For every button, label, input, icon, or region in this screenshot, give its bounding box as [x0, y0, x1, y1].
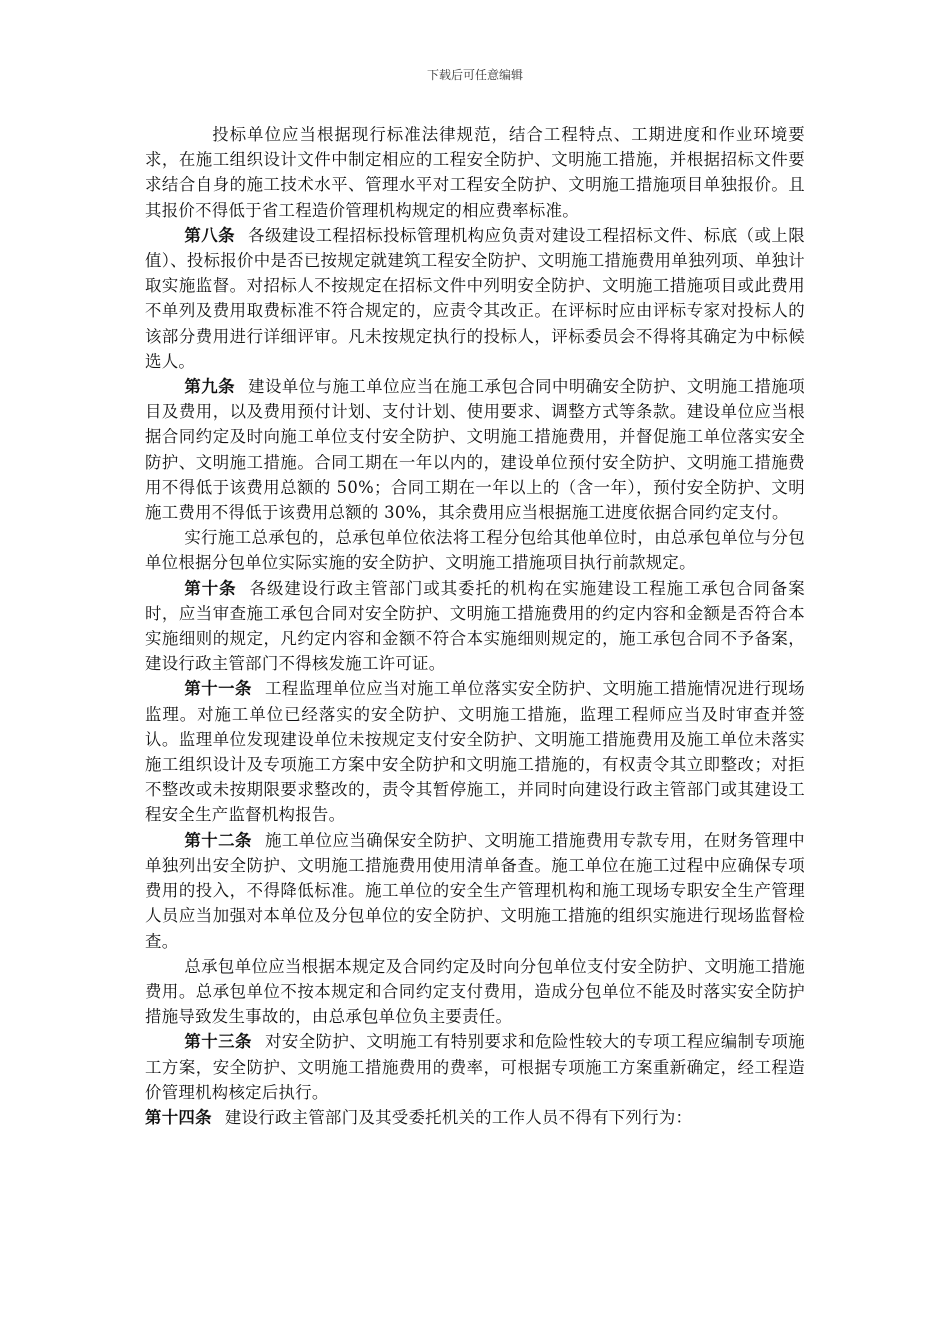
document-body	[145, 122, 805, 1130]
article-number: 第十四条	[145, 1107, 212, 1127]
paragraph-text: 对安全防护、文明施工有特别要求和危险性较大的专项工程应编制专项施工方案，安全防护、文明施工措施费用的费率，可根据专项施工方案重新确定，经工程造价管理机构核定后执行。	[145, 1032, 805, 1102]
article-12	[145, 828, 805, 954]
article-number: 第八条	[184, 225, 236, 245]
paragraph-bid-pricing	[145, 122, 805, 223]
article-13	[145, 1029, 805, 1105]
paragraph-text: 投标单位应当根据现行标准法律规范，结合工程特点、工期进度和作业环境要求，在施工组织设计文件中制定相应的工程安全防护、文明施工措施，并根据招标文件要求结合自身的施工技术水平、管理水平对工程安全防护、文明施工措施项目单独报价。且其报价不得低于省工程造价管理机构规定的相应费率标准。	[145, 125, 805, 220]
paragraph-subcontract-payment	[145, 954, 805, 1030]
paragraph-general-contract	[145, 525, 805, 575]
article-14	[145, 1105, 805, 1130]
article-9	[145, 374, 805, 525]
article-number: 第十条	[184, 578, 237, 598]
paragraph-text: 建设行政主管部门及其受委托机关的工作人员不得有下列行为：	[224, 1107, 693, 1127]
article-number: 第十三条	[184, 1032, 252, 1052]
paragraph-text: 建设单位与施工单位应当在施工承包合同中明确安全防护、文明施工措施项目及费用，以及费用预付计划、支付计划、使用要求、调整方式等条款。建设单位应当根据合同约定及时向施工单位支付安全防护、文明施工措施费用，并督促施工单位落实安全防护、文明施工措施。合同工期在一年以内的，建设单位预付安全防护、文明施工措施费用不得低于该费用总额的 50%；合同工期在一年以上的（含一年），预付安全防护、文明施工费用不得低于该费用总额的 30%，其余费用应当根据施工进度依据合同约定支付。	[145, 377, 805, 523]
paragraph-text: 施工单位应当确保安全防护、文明施工措施费用专款专用，在财务管理中单独列出安全防护、文明施工措施费用使用清单备查。施工单位在施工过程中应确保专项费用的投入，不得降低标准。施工单位的安全生产管理机构和施工现场专职安全生产管理人员应当加强对本单位及分包单位的安全防护、文明施工措施的组织实施进行现场监督检查。	[145, 830, 805, 951]
article-number: 第九条	[184, 377, 236, 397]
paragraph-text: 总承包单位应当根据本规定及合同约定及时向分包单位支付安全防护、文明施工措施费用。总承包单位不按本规定和合同约定支付费用，造成分包单位不能及时落实安全防护措施导致发生事故的，由总承包单位负主要责任。	[145, 956, 805, 1027]
paragraph-text: 实行施工总承包的，总承包单位依法将工程分包给其他单位时，由总承包单位与分包单位根据分包单位实际实施的安全防护、文明施工措施项目执行前款规定。	[145, 528, 805, 573]
article-number: 第十一条	[184, 679, 252, 699]
article-8	[145, 223, 805, 374]
article-10	[145, 576, 805, 677]
paragraph-text: 工程监理单位应当对施工单位落实安全防护、文明施工措施情况进行现场监理。对施工单位已经落实的安全防护、文明施工措施，监理工程师应当及时审查并签认。监理单位发现建设单位未按规定支付安全防护、文明施工措施费用及施工单位未落实施工组织设计及专项施工方案中安全防护和文明施工措施的，有权责令其立即整改；对拒不整改或未按期限要求整改的，责令其暂停施工，并同时向建设行政主管部门或其建设工程安全生产监督机构报告。	[145, 679, 805, 825]
article-11	[145, 676, 805, 827]
article-number: 第十二条	[184, 830, 252, 850]
page-header: 下载后可任意编辑	[426, 68, 523, 82]
paragraph-text: 各级建设工程招标投标管理机构应负责对建设工程招标文件、标底（或上限值）、投标报价中是否已按规定就建筑工程安全防护、文明施工措施费用单独列项、单独计取实施监督。对招标人不按规定在招标文件中列明安全防护、文明施工措施项目或此费用不单列及费用取费标准不符合规定的，应责令其改正。在评标时应由评标专家对投标人的该部分费用进行详细评审。凡未按规定执行的投标人，评标委员会不得将其确定为中标候选人。	[145, 225, 805, 371]
paragraph-text: 各级建设行政主管部门或其委托的机构在实施建设工程施工承包合同备案时，应当审查施工承包合同对安全防护、文明施工措施费用的约定内容和金额是否符合本实施细则的规定，凡约定内容和金额不符合本实施细则规定的，施工承包合同不予备案，建设行政主管部门不得核发施工许可证。	[145, 578, 805, 674]
